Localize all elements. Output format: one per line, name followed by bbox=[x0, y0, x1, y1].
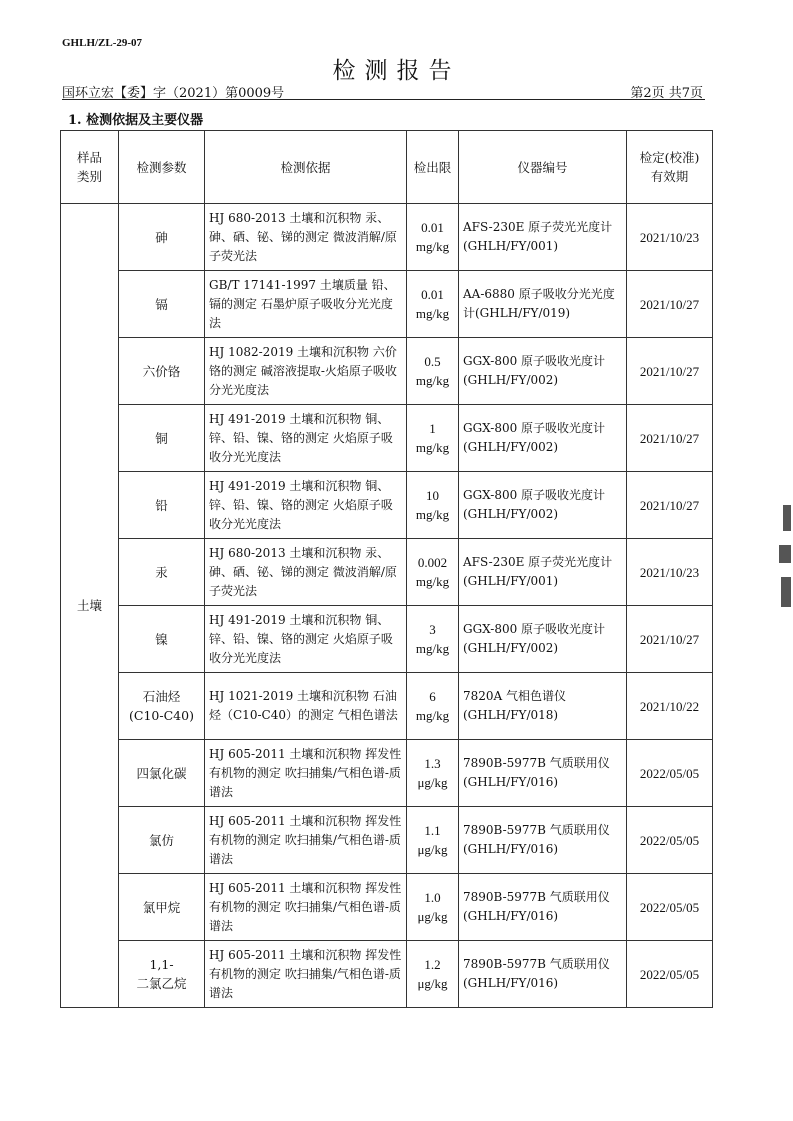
detection-limit-cell bbox=[407, 740, 459, 807]
instrument-cell: AA-6880 原子吸收分光光度计(GHLH/FY/019) bbox=[459, 271, 627, 338]
detection-limit-cell bbox=[407, 539, 459, 606]
instrument-cell: GGX-800 原子吸收光度计(GHLH/FY/002) bbox=[459, 472, 627, 539]
basis-cell: GB/T 17141-1997 土壤质量 铅、镉的测定 石墨炉原子吸收分光光度法 bbox=[205, 271, 407, 338]
methods-instruments-table bbox=[60, 130, 713, 1008]
validity-cell: 2021/10/27 bbox=[627, 271, 713, 338]
parameter-cell: 六价铬 bbox=[119, 338, 205, 405]
parameter-cell: 铅 bbox=[119, 472, 205, 539]
limit-value: 1.2 bbox=[424, 957, 441, 972]
limit-unit: mg/kg bbox=[415, 574, 450, 589]
basis-cell: HJ 1082-2019 土壤和沉积物 六价铬的测定 碱溶液提取-火焰原子吸收分光光度法 bbox=[205, 338, 407, 405]
parameter-cell: 砷 bbox=[119, 204, 205, 271]
basis-cell: HJ 491-2019 土壤和沉积物 铜、锌、铅、镍、铬的测定 火焰原子吸收分光光度法 bbox=[205, 472, 407, 539]
table-row bbox=[61, 405, 713, 472]
detection-limit-cell bbox=[407, 271, 459, 338]
limit-unit: mg/kg bbox=[415, 641, 450, 656]
limit-value: 1.0 bbox=[424, 890, 441, 905]
seam-stamp-mark bbox=[779, 505, 793, 625]
table-row bbox=[61, 539, 713, 606]
parameter-cell: 镍 bbox=[119, 606, 205, 673]
validity-cell: 2021/10/22 bbox=[627, 673, 713, 740]
detection-limit-cell bbox=[407, 405, 459, 472]
header-basis: 检测依据 bbox=[205, 131, 407, 204]
instrument-cell: GGX-800 原子吸收光度计(GHLH/FY/002) bbox=[459, 405, 627, 472]
table-header-row bbox=[61, 131, 713, 204]
limit-value: 10 bbox=[426, 488, 439, 503]
parameter-name: 1,1- bbox=[149, 957, 174, 972]
header-sample-type: 样品 类别 bbox=[61, 131, 119, 204]
header-rule bbox=[62, 99, 705, 100]
limit-value: 6 bbox=[429, 689, 436, 704]
table-row bbox=[61, 606, 713, 673]
header-detection-limit: 检出限 bbox=[407, 131, 459, 204]
parameter-subname: 二氯乙烷 bbox=[136, 976, 187, 991]
instrument-cell: GGX-800 原子吸收光度计(GHLH/FY/002) bbox=[459, 606, 627, 673]
instrument-cell: 7890B-5977B 气质联用仪(GHLH/FY/016) bbox=[459, 740, 627, 807]
limit-value: 1.3 bbox=[424, 756, 441, 771]
parameter-cell: 四氯化碳 bbox=[119, 740, 205, 807]
instrument-cell: 7890B-5977B 气质联用仪(GHLH/FY/016) bbox=[459, 941, 627, 1008]
header-parameter: 检测参数 bbox=[119, 131, 205, 204]
detection-limit-cell bbox=[407, 204, 459, 271]
validity-cell: 2021/10/27 bbox=[627, 405, 713, 472]
limit-value: 0.002 bbox=[417, 555, 448, 570]
instrument-cell: GGX-800 原子吸收光度计(GHLH/FY/002) bbox=[459, 338, 627, 405]
limit-unit: mg/kg bbox=[415, 373, 450, 388]
table-row bbox=[61, 740, 713, 807]
basis-cell: HJ 491-2019 土壤和沉积物 铜、锌、铅、镍、铬的测定 火焰原子吸收分光光度法 bbox=[205, 405, 407, 472]
header-validity: 检定(校准) 有效期 bbox=[627, 131, 713, 204]
table-row bbox=[61, 271, 713, 338]
basis-cell: HJ 680-2013 土壤和沉积物 汞、砷、硒、铋、锑的测定 微波消解/原子荧光法 bbox=[205, 539, 407, 606]
basis-cell: HJ 1021-2019 土壤和沉积物 石油烃（C10-C40）的测定 气相色谱法 bbox=[205, 673, 407, 740]
instrument-cell: AFS-230E 原子荧光光度计(GHLH/FY/001) bbox=[459, 539, 627, 606]
table-row bbox=[61, 673, 713, 740]
page-title: 检测报告 bbox=[332, 58, 461, 84]
table-row bbox=[61, 941, 713, 1008]
basis-cell: HJ 491-2019 土壤和沉积物 铜、锌、铅、镍、铬的测定 火焰原子吸收分光光度法 bbox=[205, 606, 407, 673]
page-indicator: 第2页 共7页 bbox=[630, 86, 703, 101]
limit-value: 0.5 bbox=[424, 354, 441, 369]
limit-unit: mg/kg bbox=[415, 708, 450, 723]
report-reference-number: 国环立宏【委】字（2021）第0009号 bbox=[62, 86, 285, 101]
basis-cell: HJ 680-2013 土壤和沉积物 汞、砷、硒、铋、锑的测定 微波消解/原子荧光法 bbox=[205, 204, 407, 271]
limit-unit: μg/kg bbox=[417, 842, 448, 857]
instrument-cell: 7890B-5977B 气质联用仪(GHLH/FY/016) bbox=[459, 807, 627, 874]
parameter-cell: 氯甲烷 bbox=[119, 874, 205, 941]
instrument-cell: 7820A 气相色谱仪(GHLH/FY/018) bbox=[459, 673, 627, 740]
basis-cell: HJ 605-2011 土壤和沉积物 挥发性有机物的测定 吹扫捕集/气相色谱-质谱法 bbox=[205, 941, 407, 1008]
limit-unit: mg/kg bbox=[415, 306, 450, 321]
detection-limit-cell bbox=[407, 673, 459, 740]
limit-unit: μg/kg bbox=[417, 909, 448, 924]
detection-limit-cell bbox=[407, 472, 459, 539]
detection-limit-cell bbox=[407, 874, 459, 941]
basis-cell: HJ 605-2011 土壤和沉积物 挥发性有机物的测定 吹扫捕集/气相色谱-质谱法 bbox=[205, 807, 407, 874]
basis-cell: HJ 605-2011 土壤和沉积物 挥发性有机物的测定 吹扫捕集/气相色谱-质谱法 bbox=[205, 740, 407, 807]
instrument-cell: AFS-230E 原子荧光光度计(GHLH/FY/001) bbox=[459, 204, 627, 271]
validity-cell: 2021/10/27 bbox=[627, 606, 713, 673]
validity-cell: 2021/10/23 bbox=[627, 539, 713, 606]
validity-cell: 2021/10/27 bbox=[627, 338, 713, 405]
detection-limit-cell bbox=[407, 807, 459, 874]
table-row bbox=[61, 338, 713, 405]
validity-cell: 2021/10/27 bbox=[627, 472, 713, 539]
parameter-cell bbox=[119, 673, 205, 740]
parameter-subname: (C10-C40) bbox=[129, 708, 194, 723]
limit-value: 1.1 bbox=[424, 823, 441, 838]
limit-unit: mg/kg bbox=[415, 440, 450, 455]
limit-unit: μg/kg bbox=[417, 976, 448, 991]
detection-limit-cell bbox=[407, 941, 459, 1008]
detection-limit-cell bbox=[407, 606, 459, 673]
validity-cell: 2022/05/05 bbox=[627, 874, 713, 941]
validity-cell: 2022/05/05 bbox=[627, 740, 713, 807]
table-row bbox=[61, 874, 713, 941]
parameter-cell: 镉 bbox=[119, 271, 205, 338]
parameter-cell: 铜 bbox=[119, 405, 205, 472]
header-instrument: 仪器编号 bbox=[459, 131, 627, 204]
validity-cell: 2021/10/23 bbox=[627, 204, 713, 271]
parameter-cell: 氯仿 bbox=[119, 807, 205, 874]
limit-value: 0.01 bbox=[421, 287, 444, 302]
validity-cell: 2022/05/05 bbox=[627, 941, 713, 1008]
table-row bbox=[61, 472, 713, 539]
table-row bbox=[61, 204, 713, 271]
sample-type-cell: 土壤 bbox=[61, 204, 119, 1008]
limit-unit: mg/kg bbox=[415, 507, 450, 522]
document-code: GHLH/ZL-29-07 bbox=[62, 37, 143, 49]
parameter-cell: 汞 bbox=[119, 539, 205, 606]
basis-cell: HJ 605-2011 土壤和沉积物 挥发性有机物的测定 吹扫捕集/气相色谱-质谱法 bbox=[205, 874, 407, 941]
limit-value: 0.01 bbox=[421, 220, 444, 235]
validity-cell: 2022/05/05 bbox=[627, 807, 713, 874]
limit-value: 3 bbox=[429, 622, 436, 637]
instrument-cell: 7890B-5977B 气质联用仪(GHLH/FY/016) bbox=[459, 874, 627, 941]
limit-value: 1 bbox=[429, 421, 436, 436]
limit-unit: μg/kg bbox=[417, 775, 448, 790]
detection-limit-cell bbox=[407, 338, 459, 405]
parameter-name: 石油烃 bbox=[142, 689, 181, 704]
parameter-cell bbox=[119, 941, 205, 1008]
limit-unit: mg/kg bbox=[415, 239, 450, 254]
table-row bbox=[61, 807, 713, 874]
section-heading: 1. 检测依据及主要仪器 bbox=[68, 113, 204, 128]
